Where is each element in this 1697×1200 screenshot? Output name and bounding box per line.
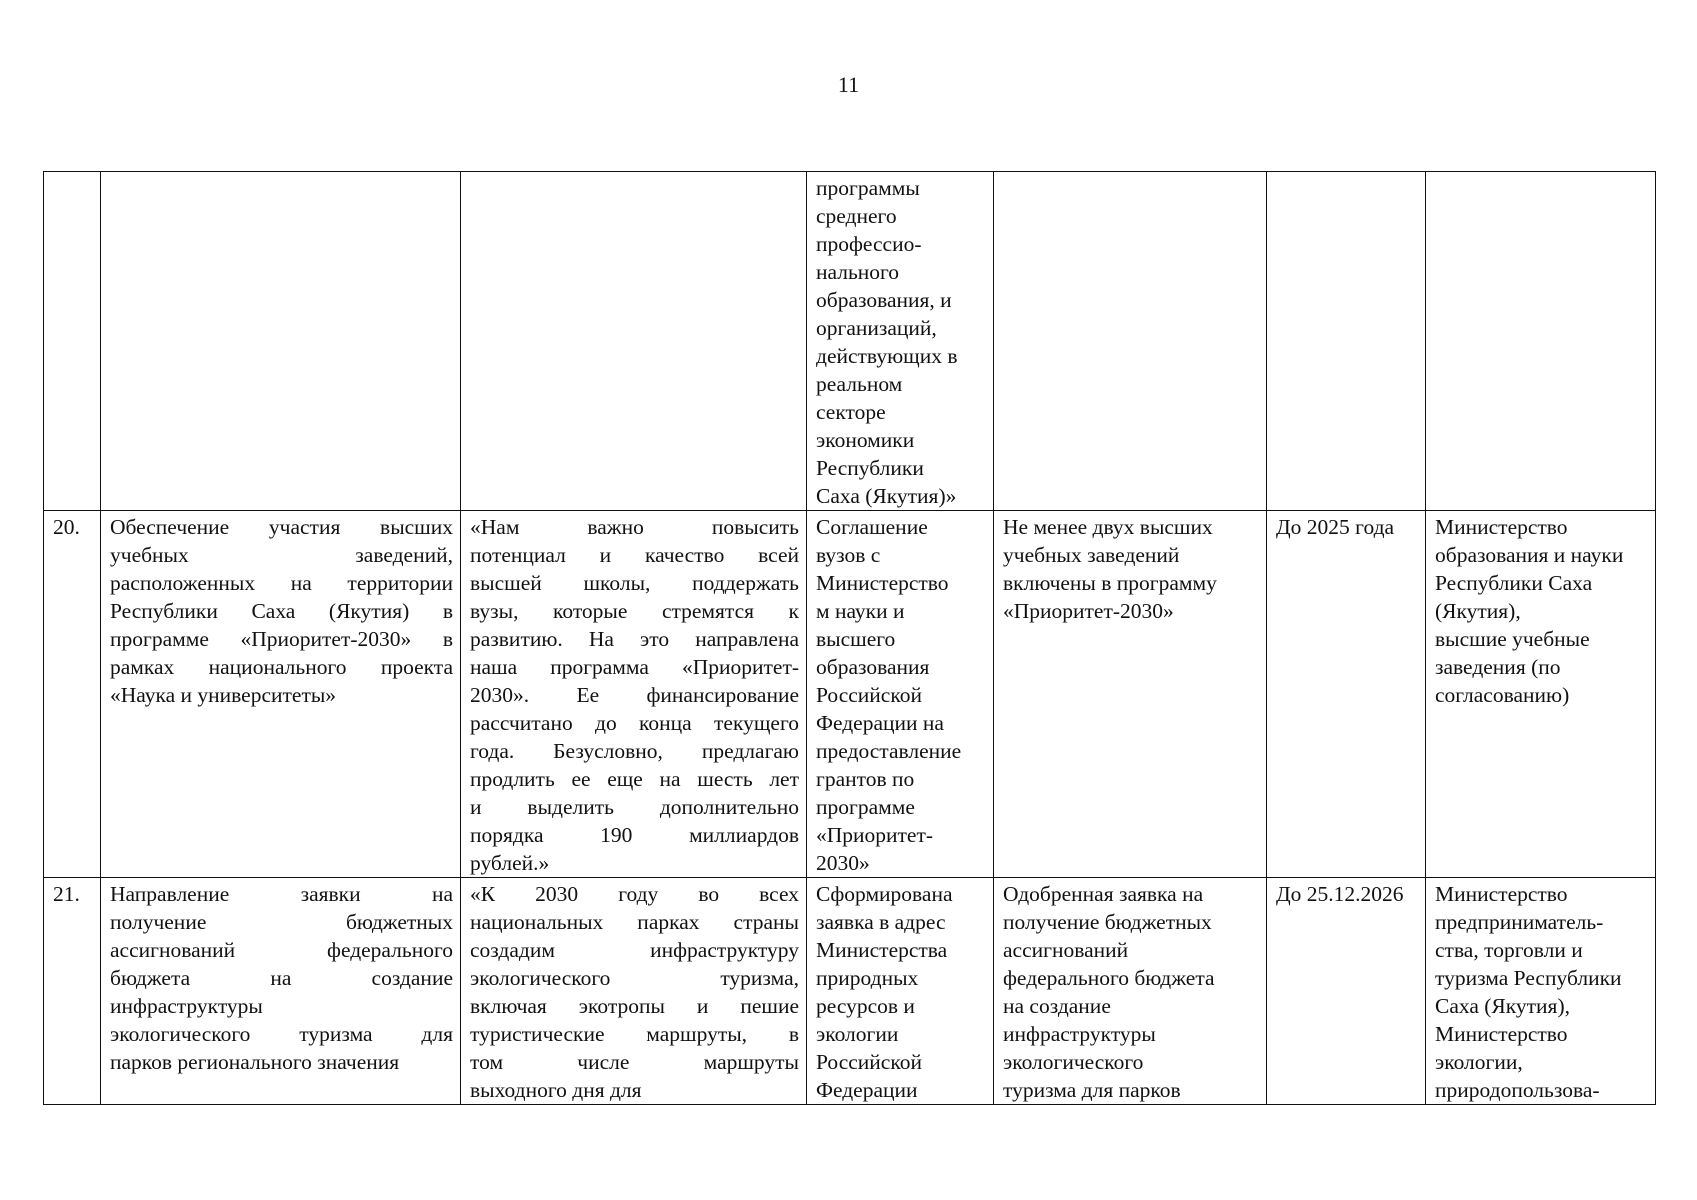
cell-text-line: парков регионального значения xyxy=(110,1050,400,1074)
responsible-cell xyxy=(1426,878,1656,1105)
cell-text-line: Федерации на xyxy=(816,711,944,735)
activity-cell xyxy=(101,511,461,878)
cell-text-line: заведения (по xyxy=(1435,655,1561,679)
cell-text-line: Министерство xyxy=(1435,882,1568,906)
result-cell xyxy=(994,511,1267,878)
responsible-cell xyxy=(1426,511,1656,878)
cell-text-line: рублей.» xyxy=(470,851,550,875)
cell-text-line: природных xyxy=(816,966,919,990)
document-cell xyxy=(807,172,994,511)
cell-text-line: вузов с xyxy=(816,543,881,567)
cell-text-line: м науки и xyxy=(816,599,905,623)
cell-text-line: учебных заведений, xyxy=(110,543,453,567)
cell-text-line: Не менее двух высших xyxy=(1003,515,1213,539)
cell-text-line: высшего xyxy=(816,627,896,651)
cell-text-line: туристические маршруты, в xyxy=(470,1022,799,1046)
quote-cell xyxy=(461,878,807,1105)
page-number: 11 xyxy=(837,72,860,97)
cell-text-line: Российской xyxy=(816,683,922,707)
cell-text-line: «Приоритет- xyxy=(816,823,934,847)
cell-text-line: инфраструктуры xyxy=(110,994,263,1018)
cell-text-line: том числе маршруты xyxy=(470,1050,799,1074)
row-number-cell xyxy=(44,878,101,1105)
responsible-cell xyxy=(1426,172,1656,511)
cell-text-line: расположенных на территории xyxy=(110,571,453,595)
cell-text-line: Министерство xyxy=(1435,1022,1568,1046)
row-number: 20. xyxy=(53,515,80,539)
cell-text-line: и выделить дополнительно xyxy=(470,795,799,819)
cell-text-line: «К 2030 году во всех xyxy=(470,882,799,906)
cell-text-line: профессио- xyxy=(816,232,922,256)
cell-text-line: «Наука и университеты» xyxy=(110,683,337,707)
cell-text-line: Республики Саха xyxy=(1435,571,1593,595)
cell-text-line: высшие учебные xyxy=(1435,627,1590,651)
cell-text-line: рассчитано до конца текущего xyxy=(470,711,799,735)
cell-text-line: Саха (Якутия), xyxy=(1435,994,1570,1018)
cell-text-line: экологии, xyxy=(1435,1050,1523,1074)
cell-text-line: заявка в адрес xyxy=(816,910,946,934)
cell-text-line: предприниматель- xyxy=(1435,910,1604,934)
cell-text-line: Республики xyxy=(816,456,924,480)
cell-text-line: программе xyxy=(816,795,915,819)
cell-text-line: экологии xyxy=(816,1022,899,1046)
row-number-cell xyxy=(44,172,101,511)
cell-text-line: Республики Саха (Якутия) в xyxy=(110,599,453,623)
deadline-cell xyxy=(1267,172,1426,511)
cell-text-line: инфраструктуры xyxy=(1003,1022,1156,1046)
cell-text-line: среднего xyxy=(816,204,897,228)
cell-text-line: туризма Республики xyxy=(1435,966,1622,990)
cell-text-line: развитию. На это направлена xyxy=(470,627,799,651)
cell-text-line: согласованию) xyxy=(1435,683,1570,707)
cell-text-line: получение бюджетных xyxy=(1003,910,1212,934)
cell-text-line: программы xyxy=(816,176,920,200)
cell-text-line: на создание xyxy=(1003,994,1111,1018)
cell-text-line: туризма для парков xyxy=(1003,1078,1181,1102)
result-cell xyxy=(994,878,1267,1105)
cell-text-line: потенциал и качество всей xyxy=(470,543,799,567)
cell-text-line: Саха (Якутия)» xyxy=(816,484,957,508)
cell-text-line: ассигнований xyxy=(1003,938,1129,962)
cell-text-line: экологического туризма для xyxy=(110,1022,453,1046)
cell-text-line: Направление заявки на xyxy=(110,882,453,906)
cell-text-line: экономики xyxy=(816,428,915,452)
cell-text-line: продлить ее еще на шесть лет xyxy=(470,767,799,791)
cell-text-line: Сформирована xyxy=(816,882,953,906)
quote-cell xyxy=(461,511,807,878)
cell-text-line: программе «Приоритет-2030» в xyxy=(110,627,453,651)
deadline-cell xyxy=(1267,878,1426,1105)
cell-text-line: бюджета на создание xyxy=(110,966,453,990)
cell-text-line: высшей школы, поддержать xyxy=(470,571,799,595)
cell-text-line: Министерства xyxy=(816,938,948,962)
cell-text-line: включены в программу xyxy=(1003,571,1217,595)
cell-text-line: (Якутия), xyxy=(1435,599,1521,623)
cell-text-line: ства, торговли и xyxy=(1435,938,1583,962)
cell-text-line: экологического туризма, xyxy=(470,966,799,990)
cell-text-line: образования xyxy=(816,655,930,679)
cell-text-line: создадим инфраструктуру xyxy=(470,938,799,962)
cell-text-line: года. Безусловно, предлагаю xyxy=(470,739,799,763)
cell-text-line: наша программа «Приоритет- xyxy=(470,655,799,679)
cell-text-line: рамках национального проекта xyxy=(110,655,453,679)
cell-text-line: природопользова- xyxy=(1435,1078,1600,1102)
cell-text-line: получение бюджетных xyxy=(110,910,453,934)
row-number-cell xyxy=(44,511,101,878)
quote-cell xyxy=(461,172,807,511)
table-row xyxy=(44,878,1656,1105)
cell-text-line: ассигнований федерального xyxy=(110,938,453,962)
cell-text-line: Одобренная заявка на xyxy=(1003,882,1204,906)
cell-text-line: 2030». Ее финансирование xyxy=(470,683,799,707)
cell-text-line: экологического xyxy=(1003,1050,1144,1074)
cell-text-line: федерального бюджета xyxy=(1003,966,1215,990)
cell-text-line: грантов по xyxy=(816,767,915,791)
cell-text-line: включая экотропы и пешие xyxy=(470,994,799,1018)
cell-text-line: Соглашение xyxy=(816,515,928,539)
deadline-cell xyxy=(1267,511,1426,878)
cell-text-line: национальных парках страны xyxy=(470,910,799,934)
cell-text-line: До 25.12.2026 xyxy=(1276,882,1404,906)
cell-text-line: Министерство xyxy=(1435,515,1568,539)
cell-text-line: Федерации xyxy=(816,1078,918,1102)
cell-text-line: Российской xyxy=(816,1050,922,1074)
table-row xyxy=(44,172,1656,511)
cell-text-line: образования, и xyxy=(816,288,952,312)
cell-text-line: «Нам важно повысить xyxy=(470,515,799,539)
activity-cell xyxy=(101,172,461,511)
cell-text-line: нального xyxy=(816,260,900,284)
cell-text-line: организаций, xyxy=(816,316,937,340)
cell-text-line: действующих в xyxy=(816,344,958,368)
cell-text-line: 2030» xyxy=(816,851,870,875)
cell-text-line: предоставление xyxy=(816,739,962,763)
activity-cell xyxy=(101,878,461,1105)
document-cell xyxy=(807,511,994,878)
cell-text-line: реальном xyxy=(816,372,903,396)
cell-text-line: образования и науки xyxy=(1435,543,1624,567)
cell-text-line: ресурсов и xyxy=(816,994,915,1018)
row-number: 21. xyxy=(53,882,80,906)
table-row xyxy=(44,511,1656,878)
measures-table xyxy=(43,171,1656,1105)
cell-text-line: выходного дня для xyxy=(470,1078,642,1102)
cell-text-line: «Приоритет-2030» xyxy=(1003,599,1174,623)
cell-text-line: До 2025 года xyxy=(1276,515,1395,539)
result-cell xyxy=(994,172,1267,511)
cell-text-line: секторе xyxy=(816,400,886,424)
cell-text-line: Обеспечение участия высших xyxy=(110,515,453,539)
document-cell xyxy=(807,878,994,1105)
cell-text-line: учебных заведений xyxy=(1003,543,1180,567)
cell-text-line: порядка 190 миллиардов xyxy=(470,823,799,847)
cell-text-line: вузы, которые стремятся к xyxy=(470,599,799,623)
cell-text-line: Министерство xyxy=(816,571,949,595)
